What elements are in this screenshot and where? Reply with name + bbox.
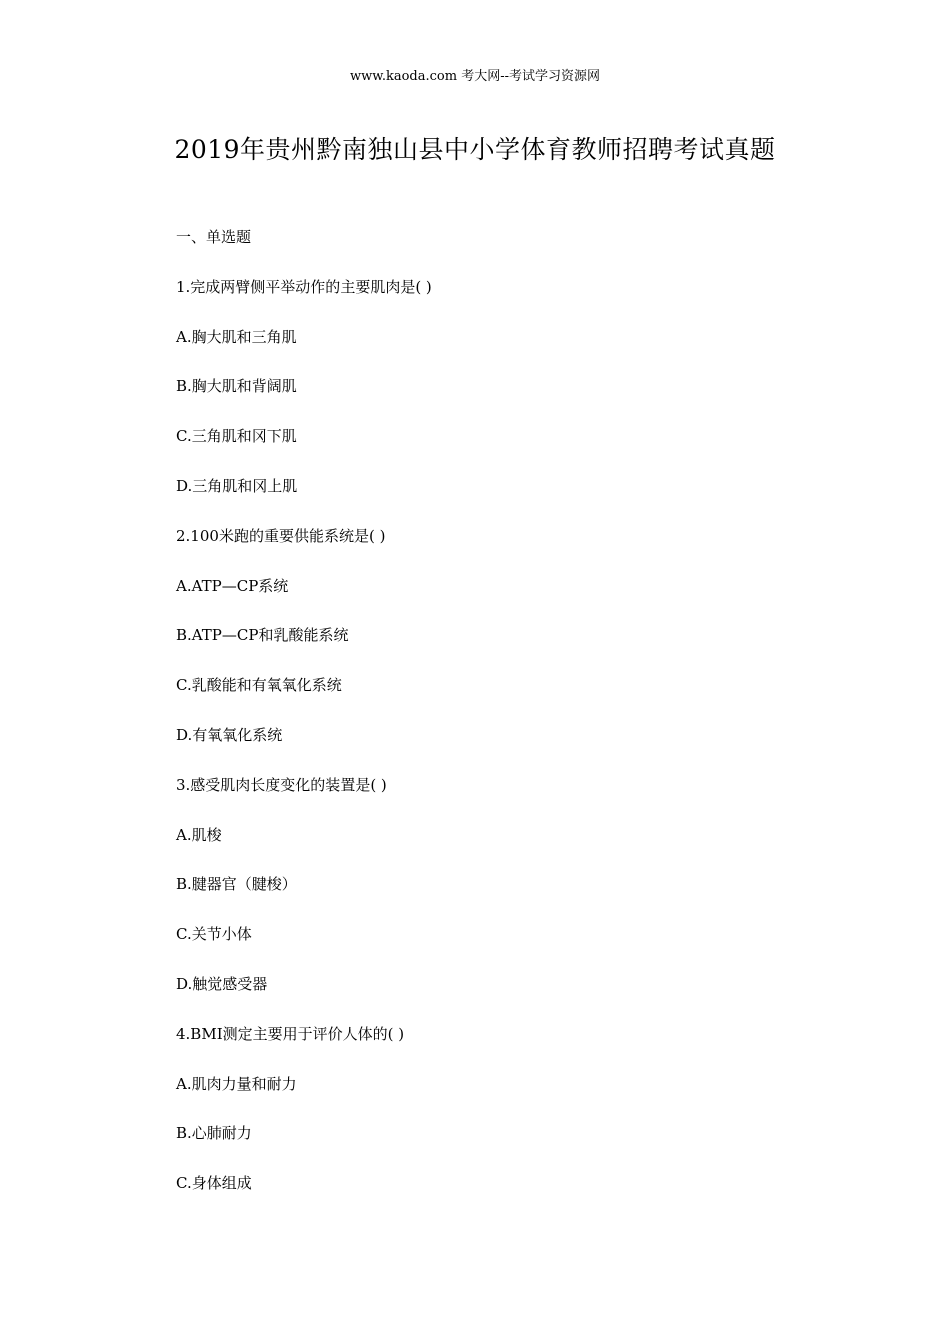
answer-option: A.胸大肌和三角肌 bbox=[176, 327, 297, 346]
site-header: www.kaoda.com 考大网--考试学习资源网 bbox=[350, 69, 600, 84]
section-heading: 一、单选题 bbox=[176, 228, 252, 246]
answer-option: C.乳酸能和有氧氧化系统 bbox=[176, 676, 342, 695]
question-3 bbox=[176, 773, 876, 996]
answer-option: D.有氧氧化系统 bbox=[176, 725, 283, 744]
answer-option: A.肌肉力量和耐力 bbox=[176, 1074, 297, 1093]
answer-option: B.ATP—CP和乳酸能系统 bbox=[176, 626, 349, 645]
answer-option: C.身体组成 bbox=[176, 1174, 252, 1193]
document-body bbox=[176, 225, 876, 1221]
answer-option: B.胸大肌和背阔肌 bbox=[176, 377, 297, 396]
answer-option: B.心肺耐力 bbox=[176, 1124, 252, 1143]
question-1 bbox=[176, 275, 876, 498]
answer-option: D.触觉感受器 bbox=[176, 974, 268, 993]
answer-option: C.关节小体 bbox=[176, 925, 252, 944]
question-4 bbox=[176, 1022, 876, 1195]
question-stem: 1.完成两臂侧平举动作的主要肌肉是( ) bbox=[176, 277, 432, 296]
question-stem: 4.BMI测定主要用于评价人体的( ) bbox=[176, 1024, 405, 1043]
question-2 bbox=[176, 524, 876, 747]
answer-option: B.腱器官（腱梭） bbox=[176, 875, 297, 894]
answer-option: A.肌梭 bbox=[176, 825, 222, 844]
answer-option: C.三角肌和冈下肌 bbox=[176, 427, 297, 446]
question-stem: 2.100米跑的重要供能系统是( ) bbox=[176, 526, 386, 545]
question-stem: 3.感受肌肉长度变化的装置是( ) bbox=[176, 775, 387, 794]
answer-option: A.ATP—CP系统 bbox=[176, 576, 289, 595]
answer-option: D.三角肌和冈上肌 bbox=[176, 476, 298, 495]
document-title: 2019年贵州黔南独山县中小学体育教师招聘考试真题 bbox=[174, 135, 776, 164]
